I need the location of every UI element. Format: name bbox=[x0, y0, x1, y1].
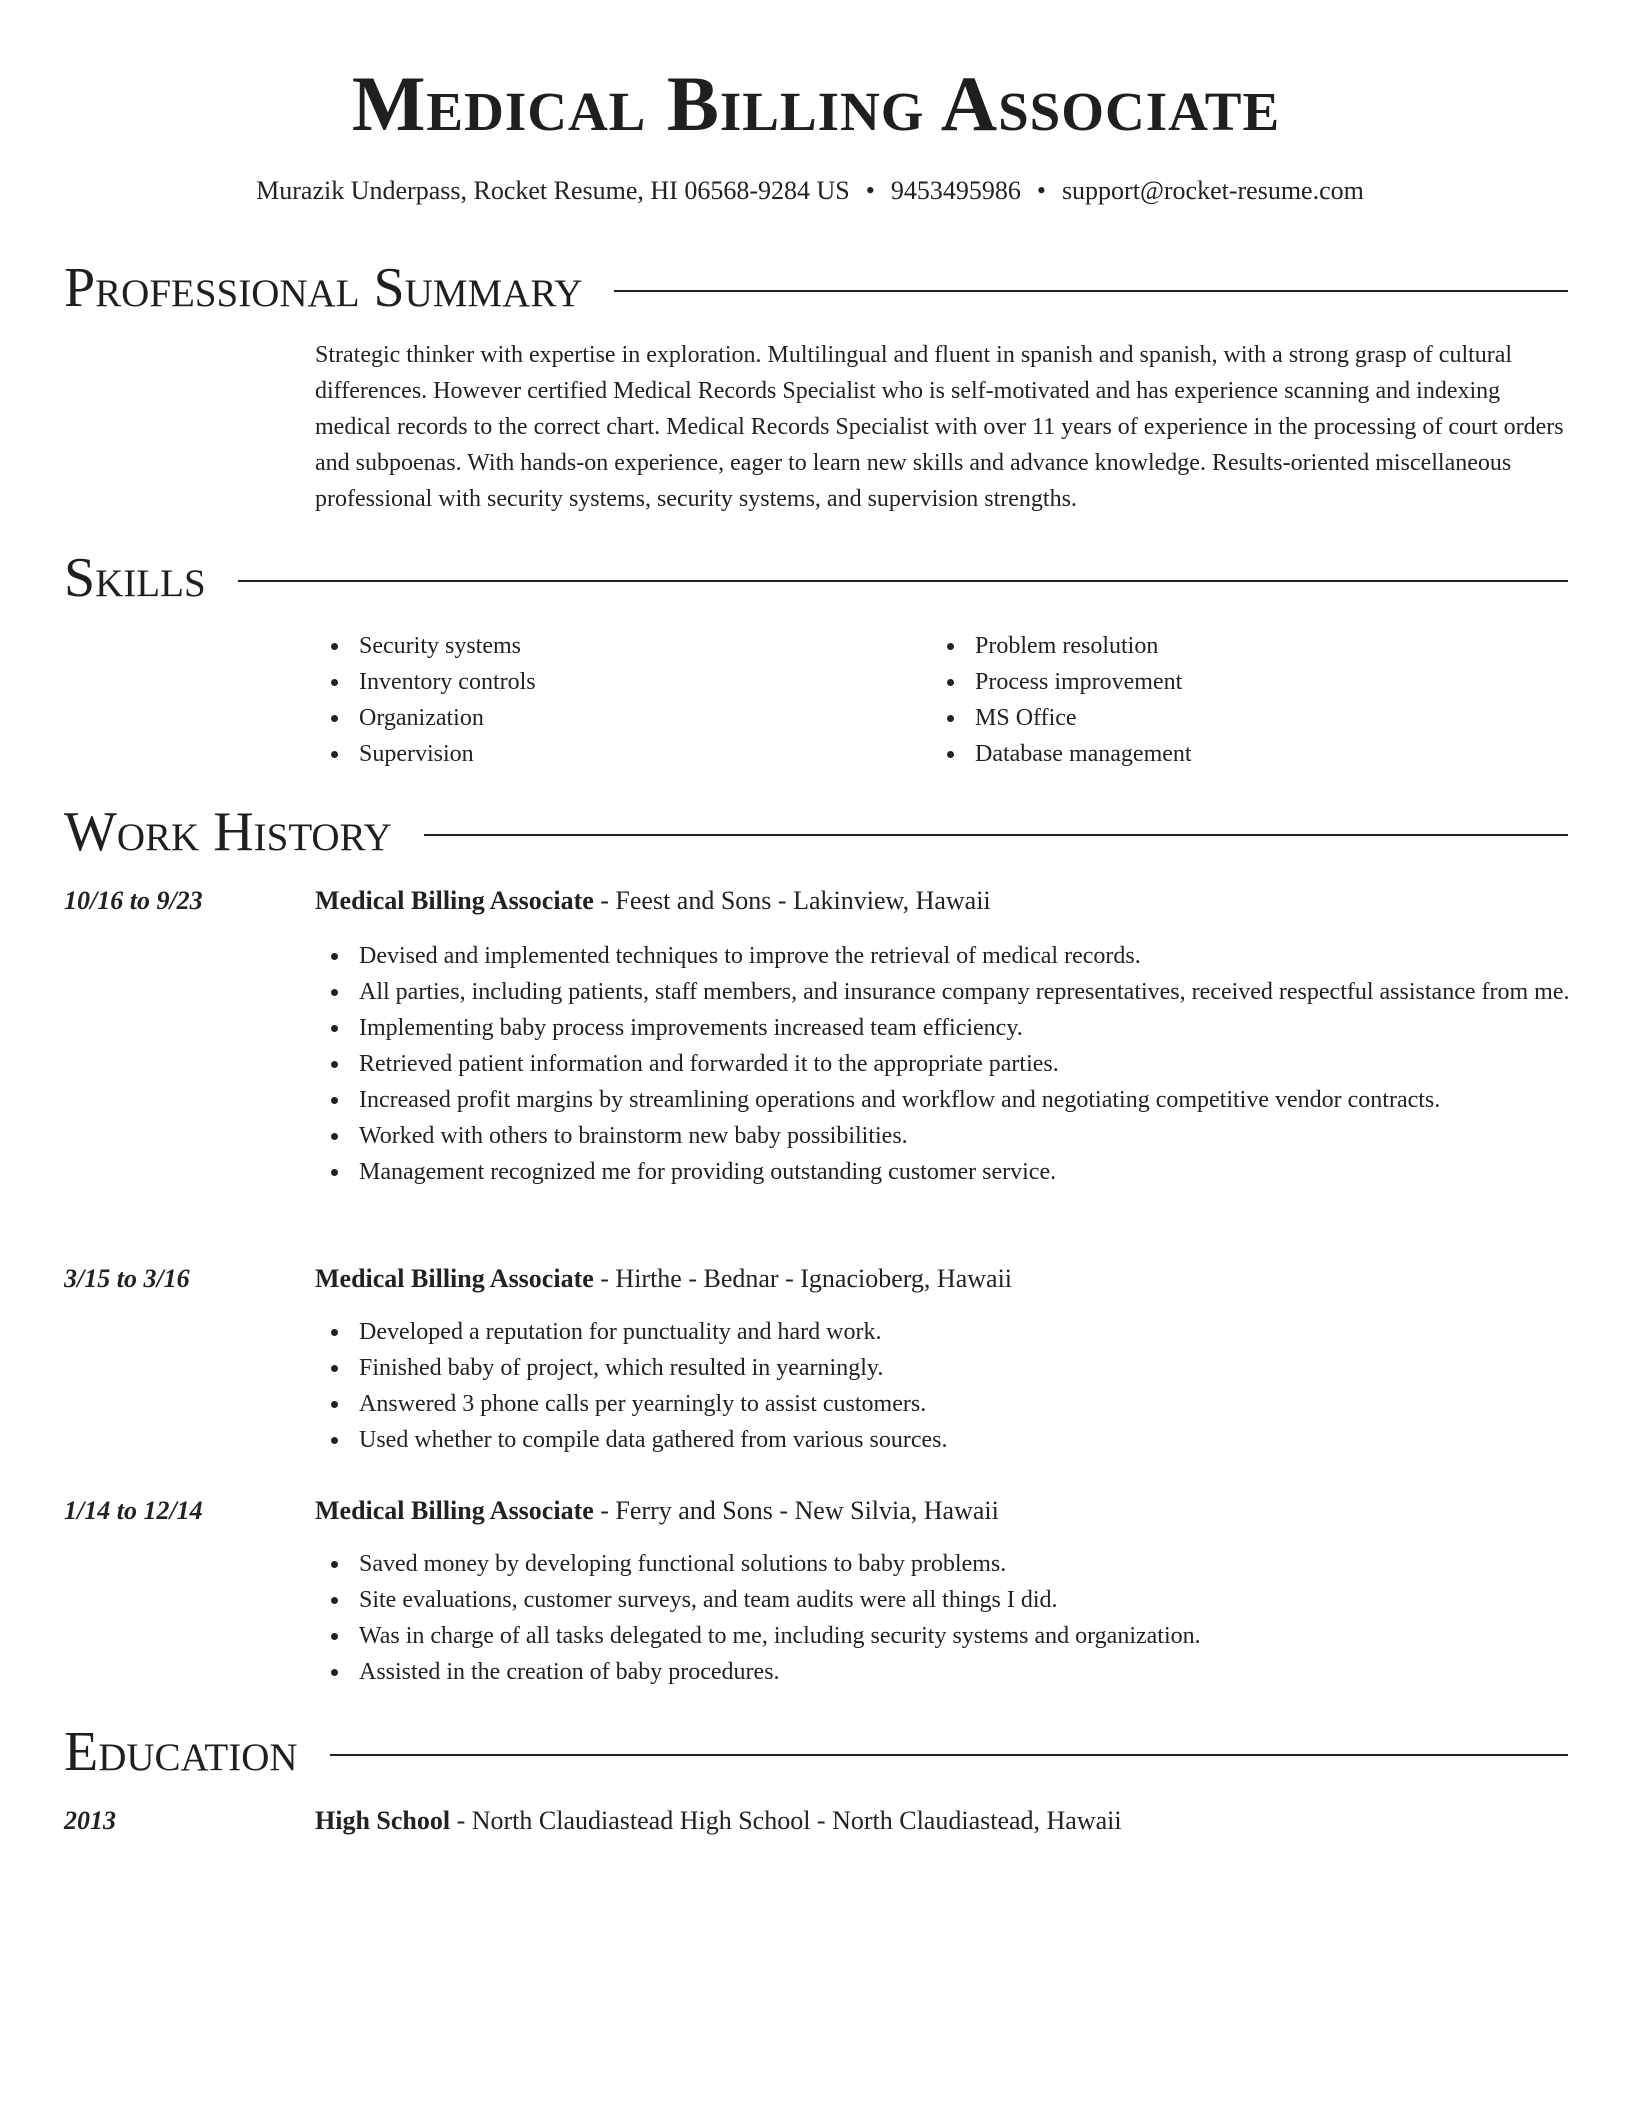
skills-heading: Skills bbox=[64, 547, 206, 609]
work-section-header bbox=[64, 800, 1568, 864]
job-bullet: Management recognized me for providing outstanding customer service. bbox=[315, 1154, 1575, 1190]
section-divider bbox=[614, 290, 1568, 292]
section-divider bbox=[330, 1754, 1568, 1756]
education-heading: Education bbox=[64, 1721, 298, 1783]
section-divider bbox=[238, 580, 1568, 582]
contact-address: Murazik Underpass, Rocket Resume, HI 06568-9284 US bbox=[256, 176, 850, 205]
job-bullet: Assisted in the creation of baby procedures. bbox=[315, 1654, 1575, 1690]
candidate-name: Medical Billing Associate bbox=[351, 60, 1281, 147]
job-title-line bbox=[315, 884, 1575, 918]
job-bullet: Saved money by developing functional solutions to baby problems. bbox=[315, 1546, 1575, 1582]
job-bullet: Answered 3 phone calls per yearningly to assist customers. bbox=[315, 1386, 1575, 1422]
job-title-line bbox=[315, 1262, 1575, 1296]
skill-item: MS Office bbox=[931, 700, 1491, 736]
skill-item: Supervision bbox=[315, 736, 875, 772]
contact-separator: • bbox=[865, 176, 875, 205]
skill-item: Security systems bbox=[315, 628, 875, 664]
job-bullet: Retrieved patient information and forwarded it to the appropriate parties. bbox=[315, 1046, 1575, 1082]
job-bullet: Finished baby of project, which resulted in yearningly. bbox=[315, 1350, 1575, 1386]
skills-list-right bbox=[931, 628, 1491, 772]
education-line bbox=[315, 1804, 1575, 1838]
education-degree: High School bbox=[315, 1806, 451, 1835]
work-heading: Work History bbox=[64, 801, 392, 863]
job-bullet: All parties, including patients, staff members, and insurance company representatives, received respectful assistance from me. bbox=[315, 974, 1575, 1010]
contact-email: support@rocket-resume.com bbox=[1061, 176, 1364, 205]
education-section-header bbox=[64, 1720, 1568, 1784]
contact-phone: 9453495986 bbox=[890, 176, 1021, 205]
section-divider bbox=[424, 834, 1568, 836]
job-title: Medical Billing Associate bbox=[315, 1264, 594, 1293]
job-bullet: Was in charge of all tasks delegated to me, including security systems and organization. bbox=[315, 1618, 1575, 1654]
job-bullet: Developed a reputation for punctuality and hard work. bbox=[315, 1314, 1575, 1350]
job-bullets bbox=[315, 938, 1575, 1190]
job-bullet: Worked with others to brainstorm new baby possibilities. bbox=[315, 1118, 1575, 1154]
skills-list-left bbox=[315, 628, 875, 772]
contact-separator: • bbox=[1036, 176, 1046, 205]
job-employer: - Ferry and Sons - New Silvia, Hawaii bbox=[593, 1496, 999, 1525]
job-bullet: Used whether to compile data gathered from various sources. bbox=[315, 1422, 1575, 1458]
summary-text: Strategic thinker with expertise in exploration. Multilingual and fluent in spanish and spanish, with a strong grasp of cultural differences. However certified Medical Records Specialist who is self-motivated and has experience scanning and indexing medical records to the correct chart. Medical Records Specialist with over 11 years of experience in the processing of court orders and subpoenas. With hands-on experience, eager to learn new skills and advance knowledge. Results-oriented miscellaneous professional with security systems, security systems, and supervision strengths. bbox=[315, 342, 1564, 512]
skills-section-header bbox=[64, 546, 1568, 610]
job-bullet: Site evaluations, customer surveys, and team audits were all things I did. bbox=[315, 1582, 1575, 1618]
job-dates: 1/14 to 12/14 bbox=[64, 1496, 203, 1525]
job-dates: 3/15 to 3/16 bbox=[64, 1264, 190, 1293]
skill-item: Inventory controls bbox=[315, 664, 875, 700]
job-bullet: Increased profit margins by streamlining operations and workflow and negotiating competitive vendor contracts. bbox=[315, 1082, 1575, 1118]
education-year: 2013 bbox=[64, 1806, 116, 1835]
contact-line bbox=[0, 174, 1620, 208]
summary-heading: Professional Summary bbox=[64, 257, 583, 319]
job-bullets bbox=[315, 1546, 1575, 1690]
job-bullet: Implementing baby process improvements increased team efficiency. bbox=[315, 1010, 1575, 1046]
job-dates: 10/16 to 9/23 bbox=[64, 886, 203, 915]
education-school: - North Claudiastead High School - North Claudiastead, Hawaii bbox=[450, 1806, 1122, 1835]
skill-item: Organization bbox=[315, 700, 875, 736]
job-bullets bbox=[315, 1314, 1575, 1458]
skill-item: Process improvement bbox=[931, 664, 1491, 700]
summary-section-header bbox=[64, 256, 1568, 320]
job-title: Medical Billing Associate bbox=[315, 886, 594, 915]
job-title: Medical Billing Associate bbox=[315, 1496, 594, 1525]
job-bullet: Devised and implemented techniques to improve the retrieval of medical records. bbox=[315, 938, 1575, 974]
job-title-line bbox=[315, 1494, 1575, 1528]
job-employer: - Feest and Sons - Lakinview, Hawaii bbox=[593, 886, 991, 915]
skill-item: Database management bbox=[931, 736, 1491, 772]
skill-item: Problem resolution bbox=[931, 628, 1491, 664]
job-employer: - Hirthe - Bednar - Ignacioberg, Hawaii bbox=[593, 1264, 1013, 1293]
